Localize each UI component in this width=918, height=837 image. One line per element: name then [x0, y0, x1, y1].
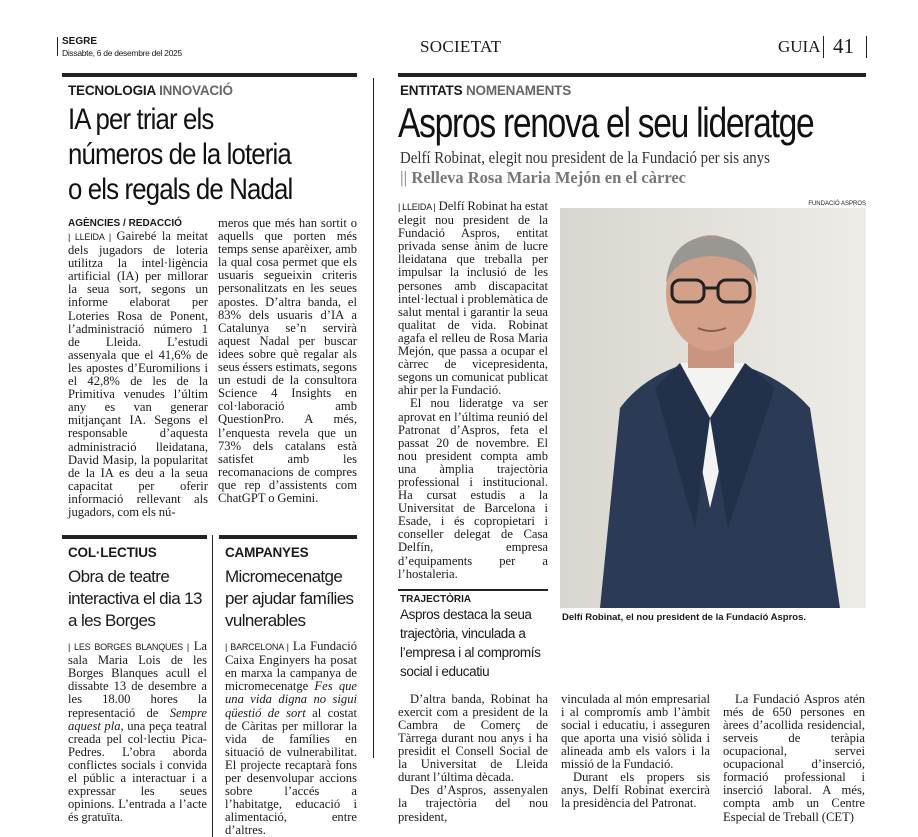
brief-collectius [62, 535, 207, 837]
paper-name: SEGRE [62, 36, 98, 47]
page-divider [373, 78, 374, 758]
issue-date: Dissabte, 6 de desembre del 2025 [62, 48, 182, 58]
bottom-columns [398, 693, 866, 824]
article-column: vinculada al món empresarial i al compromís amb l’àmbit social i educatiu, i asseguren que aporta una visió sòlida i alineada amb els valors i la missió de la Fundació. Durant els propers sis anys, Delfí Robinat exercirà la presidència del Patronat. [561, 691, 710, 811]
left-half [62, 73, 357, 837]
subheadline: Delfí Robinat, elegit nou president de la Fundació per sis anys [400, 148, 770, 167]
headline: Aspros renova el seu lideratge [398, 99, 814, 146]
kicker: TECNOLOGIA INNOVACIÓ [68, 83, 233, 98]
right-half [398, 73, 866, 824]
article-columns [68, 217, 357, 519]
brief-kicker: CAMPANYES [225, 545, 309, 561]
kicker: ENTITATS NOMENAMENTS [400, 83, 572, 98]
article-column: | LLEIDA | Delfí Robinat ha estat elegit nou president de la Fundació Aspros, entitat privada sense ànim de lucre lleidatana que treballa per impulsar la inclusió de les persones amb discapacitat intel·lectual i problemàtica de salut mental i garantir la seua qualitat de vida. Robinat agafa el relleu de Rosa Maria Mejón, que passa a ocupar el càrrec de vicepresidenta, segons un comunicat publicat ahir per la Fundació. El nou lideratge va ser aprovat en l’última reunió del Patronat d’Aspros, feta el passat 20 de novembre. El nou president compta amb una àmplia trajectòria professional i institucional. Ha cursat estudis a la Universitat de Barcelona i Esade, i és copropietari i conseller delegat de Casa Delfín, empresa d’equipaments per a l’hostaleria. [398, 199, 548, 581]
article-column: | LLEIDA | Gairebé la meitat dels jugadors de loteria utilitza la intel·ligència artificial (IA) per millorar la seua sort, segons un informe elaborat per Loteries Rosa de Ponent, l’administració número 1 de Lleida. L’estudi assenyala que el 41,6% de les apostes d’Euromilions i el 42,8% de les de la Primitiva venudes l’últim any es van generar mitjançant IA. Segons el responsable d’aquesta administració lleidatana, David Masip, la popularitat de la IA es deu a la seua capacitat per oferir informació rellevant als jugadors, com els nú- [68, 229, 208, 519]
brief-headline: Obra de teatre interactiva el dia 13 a les Borges [68, 567, 202, 631]
guide-label: GUIA [778, 37, 821, 56]
brief-text: | BARCELONA | La Fundació Caixa Enginyers ha posat en marxa la campanya de micromecenatge Fes que una vida digna no sigui qüestió de sort al costat de Càritas per millorar la vida de famílies en situació de vulnerabilitat. El projecte recaptarà fons per desenvolupar accions sobre l’accés a l’habitatge, educació i alimentació, entre d’altres. [225, 639, 357, 837]
section-rule [398, 73, 866, 77]
main-body [398, 200, 866, 681]
section-rule [62, 535, 207, 539]
article-column: meros que més han sortit o aquells que porten més temps sense aparèixer, amb la qual cosa permet que els usuaris segueixin criteris personalitzats en les seues apostes. D’altra banda, el 83% dels usuaris d’IA a Catalunya se’n servirà aquest Nadal per buscar idees sobre què regalar als seus éssers estimats, segons un estudi de la consultora Science 4 Insights en col·laboració amb QuestionPro. A més, l’enquesta revela que un 73% dels catalans està satisfet amb les recomanacions de compres que rep d’assistents com ChatGPT o Gemini. [218, 216, 358, 505]
photo-caption: Delfí Robinat, el nou president de la Fundació Aspros. [562, 612, 807, 623]
headline: IA per triar els números de la loteria o els regals de Nadal [68, 103, 293, 206]
article-column: D’altra banda, Robinat ha exercit com a president de la Cambra de Comerç de Tàrrega durant nou anys i ha presidit el Consell Social de la Universitat de Lleida durant l’última dècada. Des d’Aspros, assenyalen la trajectòria del nou president, [398, 691, 548, 824]
byline: AGÈNCIES / REDACCIÓ [68, 218, 182, 229]
section-rule [219, 535, 357, 539]
briefs [62, 535, 357, 837]
page-number: 41 [833, 34, 854, 58]
header-divider [823, 36, 824, 58]
brief-campanyes [212, 535, 357, 837]
article-column: La Fundació Aspros atén més de 650 persones en àrees d’acollida residencial, serveis de teràpia ocupacional, servei ocupacional d’inserció, formació professional i inserció laboral. A més, compta amb un Centre Especial de Treball (CET) [723, 691, 865, 824]
brief-headline: Micromecenatge per ajudar famílies vulnerables [225, 567, 354, 631]
box-kicker: TRAJECTÒRIA [400, 593, 472, 605]
section-title: SOCIETAT [420, 37, 502, 56]
photo-credit: FUNDACIÓ ASPROS [808, 201, 866, 207]
header-divider [57, 37, 58, 56]
subheadline-secondary: || Relleva Rosa Maria Mejón en el càrrec [400, 168, 687, 187]
brief-kicker: COL·LECTIUS [68, 545, 157, 561]
box-rule [398, 589, 548, 591]
brief-text: | LES BORGES BLANQUES | La sala Maria Lois de les Borges Blanques acull el dissabte 13 de desembre a les 18.00 hores la representació de Sempre aquest pla, una peça teatral creada pel col·lectiu Pica-Pedres. L’obra aborda conflictes socials i convida el públic a interactuar i a expressar les seues opinions. L’entrada a l’acte és gratuïta. [68, 639, 207, 825]
pull-quote: Aspros destaca la seua trajectòria, vinculada a l’empresa i al compromís social i educatiu [400, 606, 541, 679]
header-divider [866, 36, 867, 58]
portrait-photo [560, 208, 866, 608]
